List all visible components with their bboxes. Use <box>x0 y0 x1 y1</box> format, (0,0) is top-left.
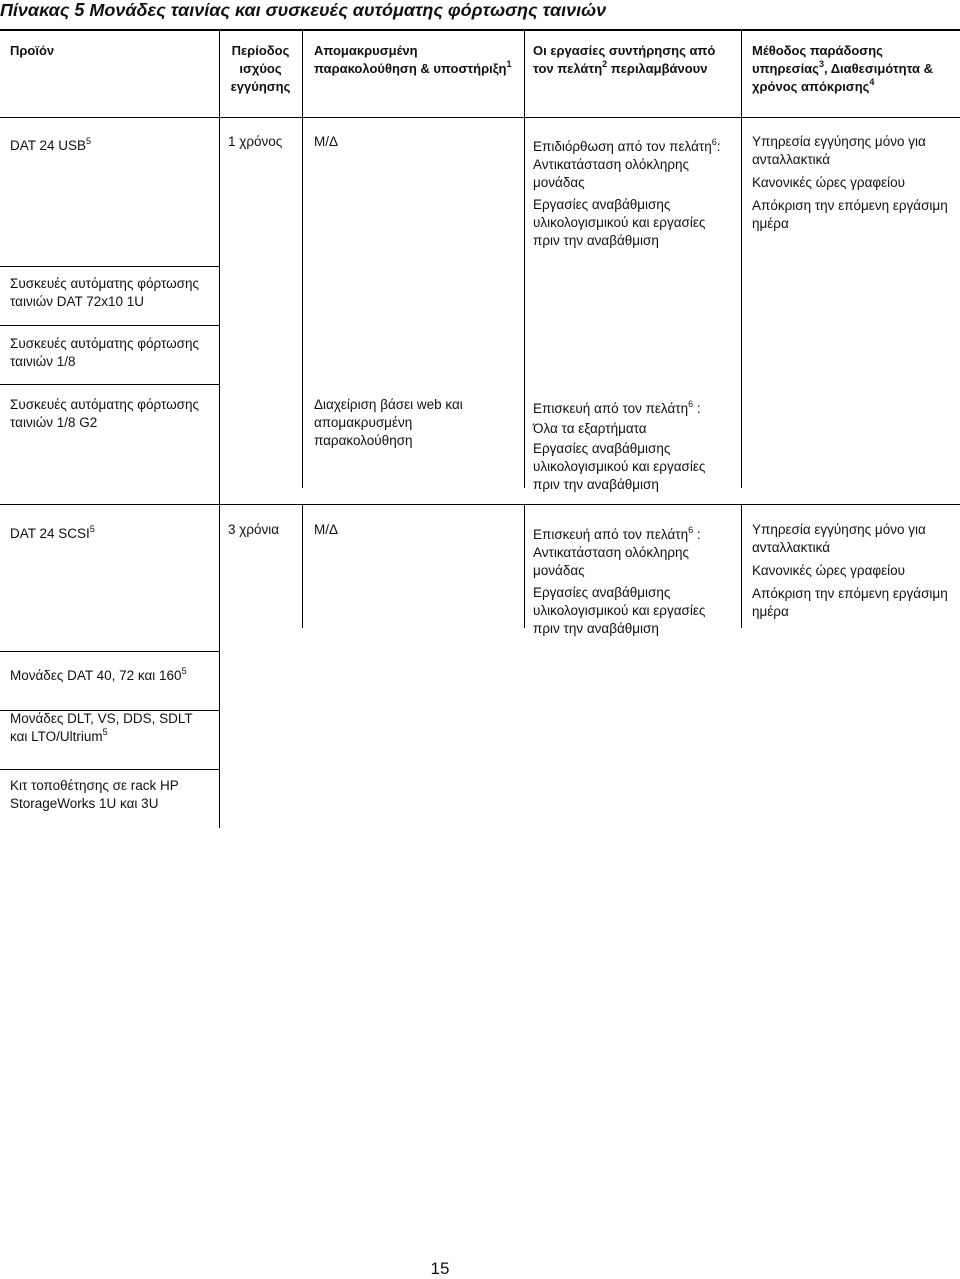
product-name: Συσκευές αυτόματης φόρτωσης ταινιών 1/8 G2 <box>10 397 199 430</box>
header-product: Προϊόν <box>10 43 55 58</box>
product-name: Μονάδες DAT 40, 72 και $160^5$ <box>10 666 187 683</box>
row-separator <box>0 384 219 385</box>
remote-monitoring-value: Μ/Δ <box>314 522 339 537</box>
header-warranty-period: Περίοδος ισχύος εγγύησης <box>230 43 291 94</box>
column-divider-7 <box>741 504 742 628</box>
row-separator <box>0 651 219 652</box>
column-divider-6 <box>741 30 742 488</box>
title-rule <box>0 29 960 31</box>
service-delivery: Υπηρεσία εγγύησης μόνο για ανταλλακτικά Κανονικές ώρες γραφείου Απόκριση την επόμενη εργάσιμη ημέρα <box>752 522 948 619</box>
product-name: Κιτ τοποθέτησης σε rack HP StorageWorks 1U και 3U <box>10 778 179 811</box>
page-title: Πίνακας 5 Μονάδες ταινίας και συσκευές αυτόματης φόρτωσης ταινιών <box>0 0 607 20</box>
column-divider-4 <box>524 30 525 488</box>
product-name: Συσκευές αυτόματης φόρτωσης ταινιών 1/8 <box>10 336 199 369</box>
header-remote-monitoring: Απομακρυσμένη παρακολούθηση & υποστήριξη$^1$ <box>314 43 512 76</box>
customer-operations: Επιδιόρθωση από τον πελάτη$^6$: Αντικατάσταση ολόκληρης μονάδας Εργασίες αναβάθμισης υλικολογισμικού και εργασίες πριν την αναβάθμιση <box>533 137 721 248</box>
service-delivery: Υπηρεσία εγγύησης μόνο για ανταλλακτικά Κανονικές ώρες γραφείου Απόκριση την επόμενη εργάσιμη ημέρα <box>752 134 948 231</box>
product-name: DAT 24 SCSI$^5$ <box>10 524 95 541</box>
column-divider-1 <box>219 30 220 828</box>
column-divider-2 <box>302 30 303 488</box>
column-divider-5 <box>524 504 525 628</box>
header-service-delivery: Μέθοδος παράδοσης υπηρεσίας$^3$, Διαθεσιμότητα & χρόνος απόκρισης$^4$ <box>752 43 934 94</box>
header-separator <box>0 117 960 118</box>
row-separator <box>0 769 219 770</box>
remote-monitoring-value: Μ/Δ <box>314 134 339 149</box>
product-name: DAT 24 USB$^5$ <box>10 136 92 153</box>
row-separator <box>0 266 219 267</box>
product-name: Μονάδες DLT, VS, DDS, SDLT και LTO/Ultrium$^5$ <box>10 711 193 744</box>
customer-operations: Επισκευή από τον πελάτη$^6$ : Όλα τα εξαρτήματα Εργασίες αναβάθμισης υλικολογισμικού και εργασίες πριν την αναβάθμιση <box>533 399 706 492</box>
header-customer-operations: Οι εργασίες συντήρησης από τον πελάτη$^2$ περιλαμβάνουν <box>533 43 716 76</box>
page-number: 15 <box>430 1259 450 1278</box>
warranty-period: 3 χρόνια <box>228 522 280 537</box>
remote-monitoring-value: Διαχείριση βάσει web και απομακρυσμένη παρακολούθηση <box>314 397 463 448</box>
row-separator <box>0 325 219 326</box>
product-name: Συσκευές αυτόματης φόρτωσης ταινιών DAT 72x10 1U <box>10 276 199 309</box>
column-divider-3 <box>302 504 303 628</box>
row-separator <box>0 504 960 505</box>
warranty-period: 1 χρόνος <box>228 134 283 149</box>
customer-operations: Επισκευή από τον πελάτη$^6$ : Αντικατάσταση ολόκληρης μονάδας Εργασίες αναβάθμισης υλικολογισμικού και εργασίες πριν την αναβάθμιση <box>533 525 706 636</box>
